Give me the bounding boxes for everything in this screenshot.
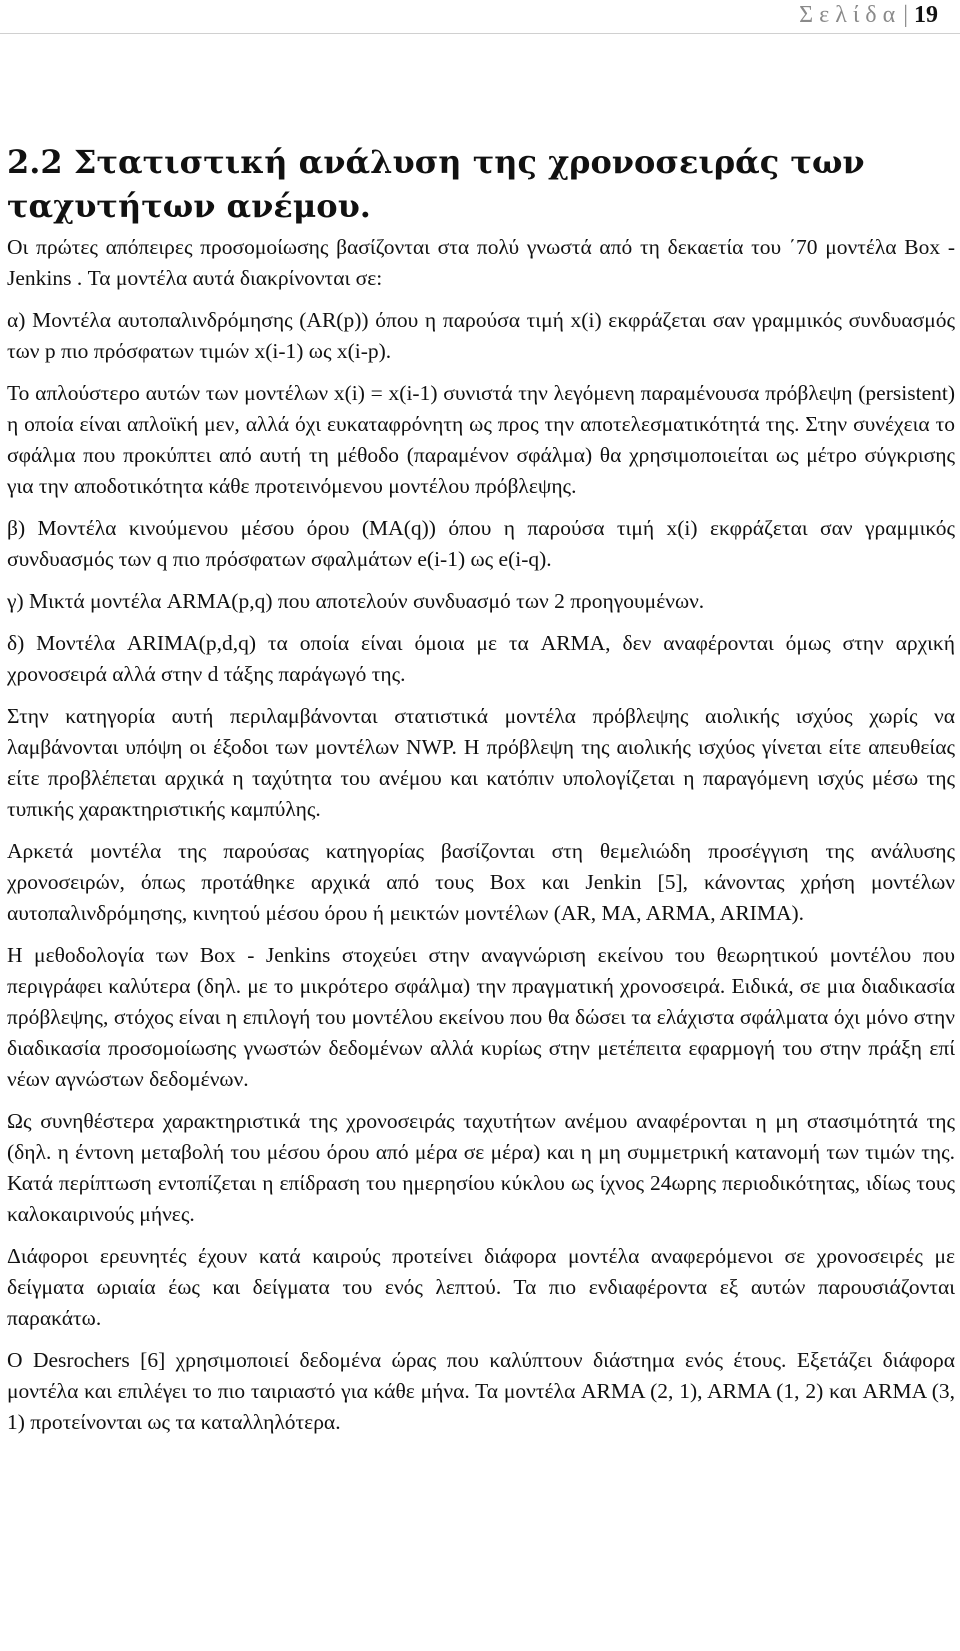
- paragraph-persistent: Το απλούστερο αυτών των μοντέλων x(i) = x(i-1) συνιστά την λεγόμενη παραμένουσα πρόβλεψη (persistent) η οποία είναι απλοϊκή μεν, αλλά όχι ευκαταφρόνητη ως προς την αποτελεσματικότητά της. Στην συνέχεια το σφάλμα που προκύπτει από αυτή τη μέθοδο (παραμένον σφάλμα) θα χρησιμοποιείται ως μέτρο σύγκρισης για την αποδοτικότητα κάθε προτεινόμενου μοντέλου πρόβλεψης.: [7, 381, 955, 498]
- page-header: [0, 0, 960, 32]
- paragraph-arima-models: δ) Μοντέλα ARIMA(p,d,q) τα οποία είναι όμοια με τα ARMA, δεν αναφέρονται όμως στην αρχική χρονοσειρά αλλά στην d τάξης παράγωγό της.: [7, 631, 955, 686]
- header-separator: |: [903, 2, 908, 28]
- paragraph-characteristics: Ως συνηθέστερα χαρακτηριστικά της χρονοσειράς ταχυτήτων ανέμου αναφέρονται η μη στασιμότητά της (δηλ. η έντονη μεταβολή του μέσου όρου από μέρα σε μέρα) και η μη συμμετρική κατανομή των τιμών της. Κατά περίπτωση εντοπίζεται η επίδραση του ημερησίου κύκλου ως ίχνος 24ωρης περιοδικότητας, ιδίως τους καλοκαιρινούς μήνες.: [7, 1109, 955, 1226]
- page-content: [7, 140, 955, 1449]
- page-number-label: [799, 2, 938, 29]
- paragraph-methodology: Η μεθοδολογία των Box - Jenkins στοχεύει στην αναγνώριση εκείνου του θεωρητικού μοντέλου που περιγράφει καλύτερα (δηλ. με το μικρότερο σφάλμα) την πραγματική χρονοσειρά. Ειδικά, σε μια διαδικασία πρόβλεψης, στόχος είναι η επιλογή του μοντέλου εκείνου που θα δώσει τα ελάχιστα σφάλματα όχι μόνο στην διαδικασία προσομοίωσης γνωστών δεδομένων αλλά κυρίως στην μετέπειτα εφαρμογή του στην πράξη επί νέων αγνώστων δεδομένων.: [7, 943, 955, 1091]
- page-number: 19: [914, 2, 938, 28]
- section-heading: 2.2 Στατιστική ανάλυση της χρονοσειράς των ταχυτήτων ανέμου.: [7, 143, 865, 225]
- paragraph-category: Στην κατηγορία αυτή περιλαμβάνονται στατιστικά μοντέλα πρόβλεψης αιολικής ισχύος χωρίς να λαμβάνονται υπόψη οι έξοδοι των μοντέλων NWP. Η πρόβλεψη της αιολικής ισχύος γίνεται είτε απευθείας είτε προβλέπεται αρχικά η ταχύτητα του ανέμου και κατόπιν υπολογίζεται η παραγόμενη ισχύς μέσω της τυπικής χαρακτηριστικής καμπύλης.: [7, 704, 955, 821]
- paragraph-ma-models: β) Μοντέλα κινούμενου μέσου όρου (MA(q)) όπου η παρούσα τιμή x(i) εκφράζεται σαν γραμμικός συνδυασμός των q πιο πρόσφατων σφαλμάτων e(i-1) ως e(i-q).: [7, 516, 955, 571]
- paragraph-ar-models: α) Μοντέλα αυτοπαλινδρόμησης (AR(p)) όπου η παρούσα τιμή x(i) εκφράζεται σαν γραμμικός συνδυασμός των p πιο πρόσφατων τιμών x(i-1) ως x(i-p).: [7, 308, 955, 363]
- paragraph-intro: Οι πρώτες απόπειρες προσομοίωσης βασίζονται στα πολύ γνωστά από τη δεκαετία του ΄70 μοντέλα Box - Jenkins . Τα μοντέλα αυτά διακρίνονται σε:: [7, 235, 955, 290]
- paragraph-researchers: Διάφοροι ερευνητές έχουν κατά καιρούς προτείνει διάφορα μοντέλα αναφερόμενοι σε χρονοσειρές με δείγματα ωριαία έως και δείγματα του ενός λεπτού. Τα πιο ενδιαφέροντα εξ αυτών παρουσιάζονται παρακάτω.: [7, 1244, 955, 1330]
- header-divider: [0, 33, 960, 34]
- paragraph-desrochers: Ο Desrochers [6] χρησιμοποιεί δεδομένα ώρας που καλύπτουν διάστημα ενός έτους. Εξετάζει διάφορα μοντέλα και επιλέγει το πιο ταιριαστό για κάθε μήνα. Τα μοντέλα ARMA (2, 1), ARMA (1, 2) και ARMA (3, 1) προτείνονται ως τα καταλληλότερα.: [7, 1348, 955, 1434]
- paragraph-arma-models: γ) Μικτά μοντέλα ARMA(p,q) που αποτελούν συνδυασμό των 2 προηγουμένων.: [7, 589, 705, 613]
- page-label: Σελίδα: [799, 2, 902, 28]
- paragraph-time-series: Αρκετά μοντέλα της παρούσας κατηγορίας βασίζονται στη θεμελιώδη προσέγγιση της ανάλυσης χρονοσειρών, όπως προτάθηκε αρχικά από τους Box και Jenkin [5], κάνοντας χρήση μοντέλων αυτοπαλινδρόμησης, κινητού μέσου όρου ή μεικτών μοντέλων (AR, MA, ARMA, ARIMA).: [7, 839, 955, 925]
